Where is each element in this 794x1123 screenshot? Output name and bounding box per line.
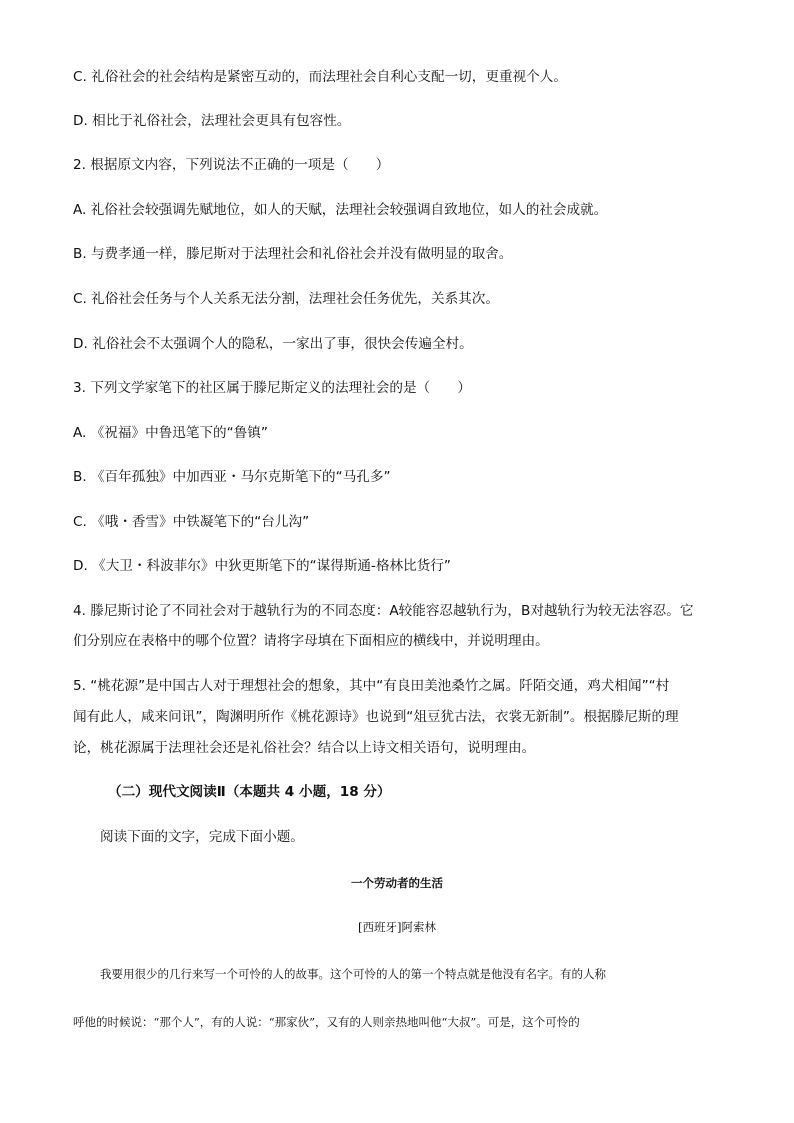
q1-option-d: D. 相比于礼俗社会，法理社会更具有包容性。 bbox=[73, 113, 351, 129]
section-instruction: 阅读下面的文字，完成下面小题。 bbox=[100, 829, 304, 845]
q1-option-c: C. 礼俗社会的社会结构是紧密互动的，而法理社会自利心支配一切，更重视个人。 bbox=[73, 69, 567, 85]
q2-stem: 2. 根据原文内容，下列说法不正确的一项是（ ） bbox=[73, 157, 390, 173]
q3-option-b: B. 《百年孤独》中加西亚・马尔克斯笔下的“马孔多” bbox=[73, 469, 391, 485]
q4-line-2: 们分别应在表格中的哪个位置？请将字母填在下面相应的横线中，并说明理由。 bbox=[73, 633, 549, 649]
q2-option-d: D. 礼俗社会不太强调个人的隐私，一家出了事，很快会传遍全村。 bbox=[73, 336, 473, 352]
article-title: 一个劳动者的生活 bbox=[351, 876, 443, 890]
q5-line-2: 闻有此人，咸来问讯”，陶渊明所作《桃花源诗》也说到“俎豆犹古法，衣裳无新制”。根据滕尼斯的理 bbox=[73, 709, 679, 725]
section-heading: （二）现代文阅读Ⅱ（本题共 4 小题，18 分） bbox=[108, 784, 391, 800]
q2-option-b: B. 与费孝通一样，滕尼斯对于法理社会和礼俗社会并没有做明显的取舍。 bbox=[73, 246, 513, 262]
q3-stem: 3. 下列文学家笔下的社区属于滕尼斯定义的法理社会的是（ ） bbox=[73, 380, 471, 396]
article-line-2: 呼他的时候说：“那个人”，有的人说：“那家伙”，又有的人则亲热地叫他“大叔”。可是，这个可怜的 bbox=[73, 1015, 580, 1029]
q3-option-a: A. 《祝福》中鲁迅笔下的“鲁镇” bbox=[73, 425, 268, 441]
q2-option-c: C. 礼俗社会任务与个人关系无法分割，法理社会任务优先，关系其次。 bbox=[73, 291, 499, 307]
article-author: [西班牙]阿索林 bbox=[358, 920, 436, 934]
q2-option-a: A. 礼俗社会较强调先赋地位，如人的天赋，法理社会较强调自致地位，如人的社会成就。 bbox=[73, 202, 608, 218]
q5-line-1: 5. “桃花源”是中国古人对于理想社会的想象，其中“有良田美池桑竹之属。阡陌交通，鸡犬相闻”“村 bbox=[73, 678, 670, 694]
article-line-1: 我要用很少的几行来写一个可怜的人的故事。这个可怜的人的第一个特点就是他没有名字。有的人称 bbox=[100, 967, 606, 981]
q5-line-3: 论，桃花源属于法理社会还是礼俗社会？结合以上诗文相关语句，说明理由。 bbox=[73, 740, 536, 756]
q3-option-d: D. 《大卫・科波菲尔》中狄更斯笔下的“谋得斯通-格林比货行” bbox=[73, 558, 451, 574]
q4-line-1: 4. 滕尼斯讨论了不同社会对于越轨行为的不同态度：A较能容忍越轨行为，B对越轨行为较无法容忍。它 bbox=[73, 603, 694, 619]
q3-option-c: C. 《哦・香雪》中铁凝笔下的“台儿沟” bbox=[73, 514, 310, 530]
